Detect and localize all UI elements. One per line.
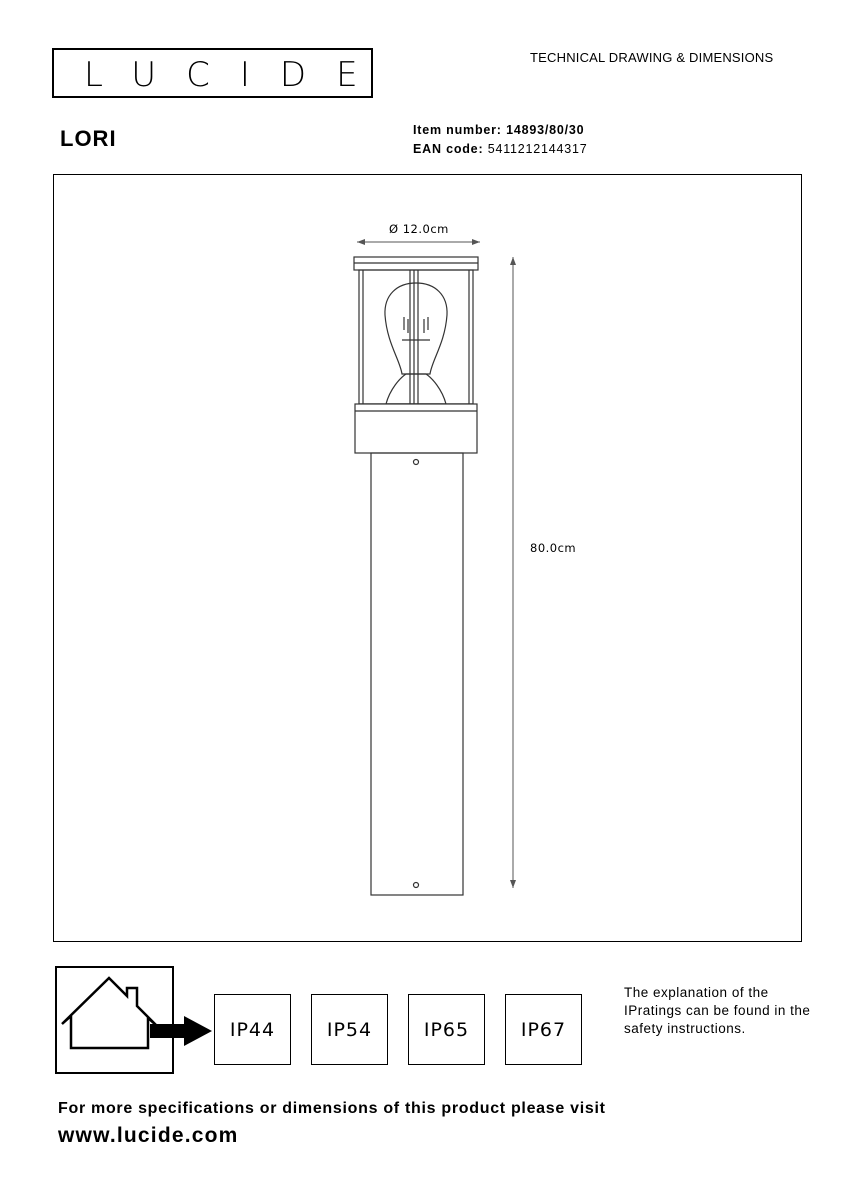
ip-rating-box: IP54 [311, 994, 388, 1065]
diameter-dimension [357, 222, 480, 245]
arrow-right-icon [150, 1014, 216, 1048]
document-heading: TECHNICAL DRAWING & DIMENSIONS [530, 50, 774, 65]
ean-code-line [413, 142, 588, 156]
item-number-value: 14893/80/30 [506, 123, 585, 137]
footer-website-link[interactable]: www.lucide.com [58, 1124, 239, 1147]
item-number-label: Item number: [413, 123, 502, 137]
ip-rating-note: The explanation of the IPratings can be found in the safety instructions. [624, 985, 811, 1036]
ean-code-value: 5411212144317 [487, 142, 588, 156]
brand-logo [52, 48, 388, 98]
ip-rating-box: IP67 [505, 994, 582, 1065]
lamp-head [354, 257, 478, 453]
ip-rating-box: IP65 [408, 994, 485, 1065]
lamp-post [371, 453, 463, 895]
item-number-line [413, 123, 584, 137]
product-name: LORI [60, 126, 117, 151]
ip-rating-box: IP44 [214, 994, 291, 1065]
technical-drawing-frame [53, 174, 802, 942]
ean-code-label: EAN code: [413, 142, 484, 156]
bollard-lamp-drawing [54, 175, 801, 941]
height-dimension [510, 257, 576, 888]
brand-logo-text: LUCIDE [84, 55, 388, 95]
diameter-label: Ø 12.0cm [389, 222, 449, 236]
height-label: 80.0cm [530, 541, 577, 555]
footer-text: For more specifications or dimensions of this product please visit [58, 1100, 606, 1117]
